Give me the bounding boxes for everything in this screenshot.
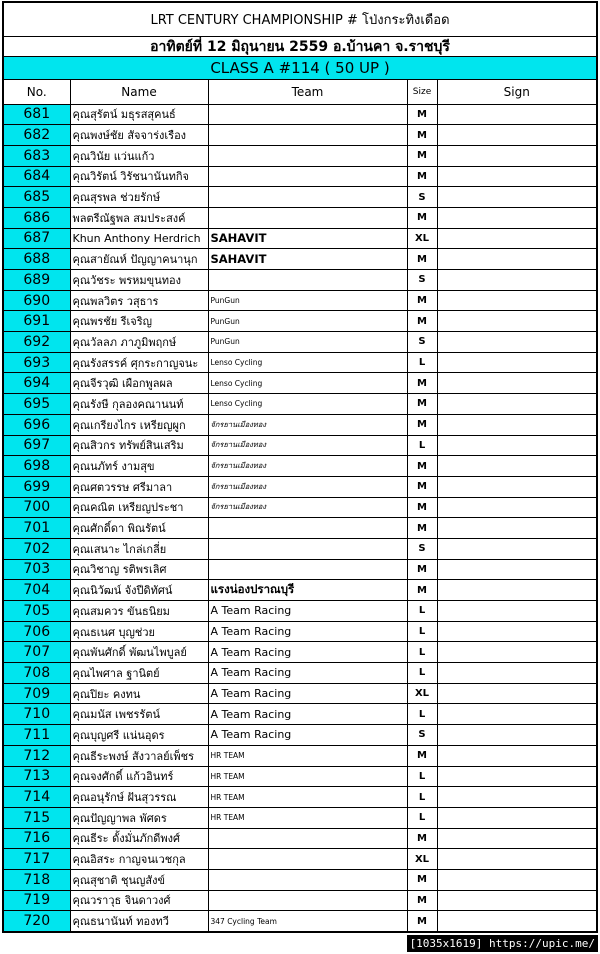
shirt-size: L [407,663,437,684]
participant-number: 693 [4,352,70,373]
participant-team: 347 Cycling Team [208,911,407,932]
signature-cell [437,456,596,477]
table-row [4,207,596,228]
shirt-size: M [407,207,437,228]
participant-name: คุณจงศักดิ์ แก้วอินทร์ [70,766,208,787]
participant-number: 715 [4,807,70,828]
participant-team: จักรยานเมืองทอง [208,456,407,477]
participant-name: คุณนิวัฒน์ จังปีดิทัศน์ [70,580,208,601]
shirt-size: S [407,332,437,353]
signature-cell [437,435,596,456]
table-row [4,228,596,249]
participant-name: คุณธนานันท์ ทองทวี [70,911,208,932]
table-row [4,270,596,291]
shirt-size: M [407,290,437,311]
signature-cell [437,187,596,208]
signature-cell [437,166,596,187]
participant-number: 683 [4,145,70,166]
participant-name: คุณบุญศรี แน่นอุดร [70,725,208,746]
table-row [4,807,596,828]
shirt-size: L [407,621,437,642]
participant-team: จักรยานเมืองทอง [208,414,407,435]
table-row [4,456,596,477]
table-row [4,435,596,456]
table-row [4,352,596,373]
table-row [4,580,596,601]
table-row [4,766,596,787]
participant-team: Lenso Cycling [208,352,407,373]
table-row [4,290,596,311]
participant-name: Khun Anthony Herdrich [70,228,208,249]
table-row [4,890,596,911]
participant-team: SAHAVIT [208,249,407,270]
shirt-size: L [407,807,437,828]
participant-name: คุณวัชระ พรหมขุนทอง [70,270,208,291]
signature-cell [437,663,596,684]
shirt-size: M [407,104,437,125]
signature-cell [437,869,596,890]
shirt-size: M [407,497,437,518]
signature-cell [437,352,596,373]
participant-number: 696 [4,414,70,435]
participant-number: 686 [4,207,70,228]
participant-name: คุณปิยะ คงทน [70,683,208,704]
participant-team: A Team Racing [208,621,407,642]
participant-number: 702 [4,538,70,559]
table-row [4,476,596,497]
participant-team: PunGun [208,290,407,311]
participant-number: 705 [4,601,70,622]
participant-name: คุณพงษ์ชัย สัจจาร่งเรือง [70,125,208,146]
participant-team: Lenso Cycling [208,394,407,415]
signature-cell [437,683,596,704]
signature-cell [437,518,596,539]
signature-cell [437,745,596,766]
signature-cell [437,559,596,580]
table-row [4,538,596,559]
signature-cell [437,849,596,870]
participant-team: A Team Racing [208,601,407,622]
participant-name: คุณรังษี กุลองคณานนท์ [70,394,208,415]
participant-name: คุณพลวิตร วสุธาร [70,290,208,311]
participant-name: คุณวิรัตน์ วิรัชนานันทกิจ [70,166,208,187]
shirt-size: XL [407,849,437,870]
table-row [4,104,596,125]
participant-table [4,80,596,932]
table-row [4,497,596,518]
participant-team: จักรยานเมืองทอง [208,476,407,497]
shirt-size: M [407,249,437,270]
shirt-size: M [407,145,437,166]
participant-name: คุณไพศาล ฐานิตย์ [70,663,208,684]
signature-cell [437,497,596,518]
column-header-sign: Sign [437,80,596,104]
signature-cell [437,290,596,311]
participant-team: SAHAVIT [208,228,407,249]
table-header-row [4,80,596,104]
table-row [4,601,596,622]
shirt-size: L [407,704,437,725]
participant-team [208,145,407,166]
signature-cell [437,642,596,663]
signature-cell [437,704,596,725]
participant-team [208,187,407,208]
participant-name: คุณศักดิ์ดา พิณรัตน์ [70,518,208,539]
image-size-watermark: [1035x1619] https://upic.me/ [407,935,598,952]
participant-number: 695 [4,394,70,415]
participant-team [208,166,407,187]
participant-team [208,538,407,559]
participant-team [208,104,407,125]
participant-name: คุณธเนศ บุญช่วย [70,621,208,642]
participant-number: 687 [4,228,70,249]
participant-team [208,890,407,911]
shirt-size: M [407,580,437,601]
shirt-size: M [407,518,437,539]
participant-team: แรงน่องปราณบุรี [208,580,407,601]
shirt-size: M [407,414,437,435]
participant-number: 716 [4,828,70,849]
participant-number: 698 [4,456,70,477]
participant-number: 694 [4,373,70,394]
participant-team: A Team Racing [208,642,407,663]
table-row [4,559,596,580]
participant-number: 689 [4,270,70,291]
shirt-size: M [407,476,437,497]
shirt-size: M [407,911,437,932]
table-row [4,125,596,146]
participant-number: 717 [4,849,70,870]
table-row [4,642,596,663]
signature-cell [437,249,596,270]
signature-cell [437,580,596,601]
participant-number: 681 [4,104,70,125]
participant-team [208,828,407,849]
participant-number: 704 [4,580,70,601]
signature-cell [437,538,596,559]
participant-number: 690 [4,290,70,311]
shirt-size: M [407,373,437,394]
signature-cell [437,911,596,932]
participant-name: คุณสุรัตน์ มธุรสสุคนธ์ [70,104,208,125]
participant-name: คุณเกรียงไกร เหรียญผูก [70,414,208,435]
participant-name: คุณสุชาติ ชุนญสังข์ [70,869,208,890]
participant-name: คุณอนุรักษ์ ฝันสุวรรณ [70,787,208,808]
table-row [4,704,596,725]
signature-cell [437,476,596,497]
shirt-size: M [407,166,437,187]
shirt-size: L [407,642,437,663]
shirt-size: L [407,766,437,787]
participant-name: คุณธีระพงษ์ สังวาลย์เพ็ชร [70,745,208,766]
participant-team: PunGun [208,332,407,353]
signature-cell [437,104,596,125]
shirt-size: S [407,725,437,746]
table-row [4,849,596,870]
shirt-size: S [407,187,437,208]
participant-name: คุณวิชาญ รติพรเลิศ [70,559,208,580]
table-row [4,911,596,932]
participant-number: 697 [4,435,70,456]
shirt-size: M [407,125,437,146]
signature-cell [437,725,596,746]
shirt-size: L [407,601,437,622]
participant-number: 711 [4,725,70,746]
participant-name: คุณธีระ ดั้งมั่นภักดีพงศ์ [70,828,208,849]
shirt-size: M [407,559,437,580]
participant-team: HR TEAM [208,745,407,766]
signature-cell [437,125,596,146]
participant-number: 709 [4,683,70,704]
signature-cell [437,766,596,787]
participant-name: คุณสุรพล ช่วยรักษ์ [70,187,208,208]
shirt-size: M [407,828,437,849]
participant-name: คุณรังสรรค์ ศุกระกาญจนะ [70,352,208,373]
participant-number: 685 [4,187,70,208]
shirt-size: M [407,869,437,890]
participant-number: 706 [4,621,70,642]
participant-team: จักรยานเมืองทอง [208,497,407,518]
participant-name: คุณเสนาะ ไกล่เกลี่ย [70,538,208,559]
participant-team: HR TEAM [208,807,407,828]
table-row [4,828,596,849]
participant-number: 718 [4,869,70,890]
column-header-no: No. [4,80,70,104]
participant-name: คุณจีรวุฒิ เผือกพูลผล [70,373,208,394]
participant-number: 713 [4,766,70,787]
shirt-size: S [407,538,437,559]
signature-cell [437,807,596,828]
signature-cell [437,207,596,228]
signature-cell [437,414,596,435]
participant-name: คุณพันศักดิ์ พัฒนไพบูลย์ [70,642,208,663]
participant-number: 682 [4,125,70,146]
signature-cell [437,601,596,622]
participant-name: คุณศตวรรษ ศรีมาลา [70,476,208,497]
shirt-size: L [407,787,437,808]
table-row [4,166,596,187]
participant-number: 710 [4,704,70,725]
participant-name: คุณพรชัย รีเจริญ [70,311,208,332]
signature-cell [437,145,596,166]
registration-sheet [2,1,598,933]
participant-number: 714 [4,787,70,808]
signature-cell [437,394,596,415]
table-row [4,725,596,746]
shirt-size: M [407,311,437,332]
participant-team: Lenso Cycling [208,373,407,394]
participant-number: 691 [4,311,70,332]
participant-team: จักรยานเมืองทอง [208,435,407,456]
shirt-size: M [407,394,437,415]
participant-name: คุณสิวกร ทรัพย์สินเสริม [70,435,208,456]
shirt-size: M [407,456,437,477]
participant-team: A Team Racing [208,704,407,725]
table-row [4,683,596,704]
table-row [4,311,596,332]
sheet-title: LRT CENTURY CHAMPIONSHIP # โป่งกระทิงเดือด [4,3,596,37]
participant-number: 720 [4,911,70,932]
shirt-size: L [407,352,437,373]
participant-name: คุณคณิต เหรียญประชา [70,497,208,518]
participant-team: A Team Racing [208,683,407,704]
table-row [4,394,596,415]
table-row [4,373,596,394]
participant-name: คุณวินัย แว่นแก้ว [70,145,208,166]
participant-number: 699 [4,476,70,497]
column-header-size: Size [407,80,437,104]
participant-name: คุณสายัณห์ ปัญญาคนานุก [70,249,208,270]
participant-team [208,559,407,580]
participant-number: 688 [4,249,70,270]
participant-team: PunGun [208,311,407,332]
participant-team: A Team Racing [208,663,407,684]
participant-name: คุณสมควร ขันธนิยม [70,601,208,622]
participant-name: พลตรีณัฐพล สมประสงค์ [70,207,208,228]
signature-cell [437,332,596,353]
signature-cell [437,787,596,808]
table-row [4,745,596,766]
shirt-size: XL [407,683,437,704]
shirt-size: L [407,435,437,456]
participant-name: คุณวัลลภ ภาภูมิพฤกษ์ [70,332,208,353]
participant-number: 701 [4,518,70,539]
participant-number: 719 [4,890,70,911]
participant-name: คุณวราวุธ จินดาวงศ์ [70,890,208,911]
participant-team: HR TEAM [208,766,407,787]
participant-team: A Team Racing [208,725,407,746]
shirt-size: XL [407,228,437,249]
participant-team [208,125,407,146]
signature-cell [437,373,596,394]
event-date: อาทิตย์ที่ 12 มิถุนายน 2559 อ.บ้านคา จ.ราชบุรี [4,37,596,57]
table-row [4,249,596,270]
signature-cell [437,828,596,849]
table-row [4,414,596,435]
participant-team [208,849,407,870]
participant-number: 692 [4,332,70,353]
table-row [4,187,596,208]
table-row [4,621,596,642]
participant-number: 700 [4,497,70,518]
participant-name: คุณมนัส เพชรรัตน์ [70,704,208,725]
participant-name: คุณนภัทร์ งามสุข [70,456,208,477]
signature-cell [437,228,596,249]
table-row [4,145,596,166]
participant-number: 707 [4,642,70,663]
participant-number: 703 [4,559,70,580]
participant-team [208,869,407,890]
shirt-size: M [407,890,437,911]
shirt-size: M [407,745,437,766]
table-row [4,518,596,539]
participant-team [208,270,407,291]
column-header-name: Name [70,80,208,104]
shirt-size: S [407,270,437,291]
participant-name: คุณปัญญาพล พัศดร [70,807,208,828]
table-row [4,663,596,684]
table-row [4,787,596,808]
signature-cell [437,890,596,911]
participant-number: 708 [4,663,70,684]
column-header-team: Team [208,80,407,104]
signature-cell [437,311,596,332]
participant-team: HR TEAM [208,787,407,808]
participant-team [208,518,407,539]
signature-cell [437,270,596,291]
table-row [4,869,596,890]
participant-team [208,207,407,228]
participant-name: คุณอิสระ กาญจนเวชกุล [70,849,208,870]
table-row [4,332,596,353]
participant-number: 712 [4,745,70,766]
class-label: CLASS A #114 ( 50 UP ) [4,57,596,80]
signature-cell [437,621,596,642]
participant-number: 684 [4,166,70,187]
